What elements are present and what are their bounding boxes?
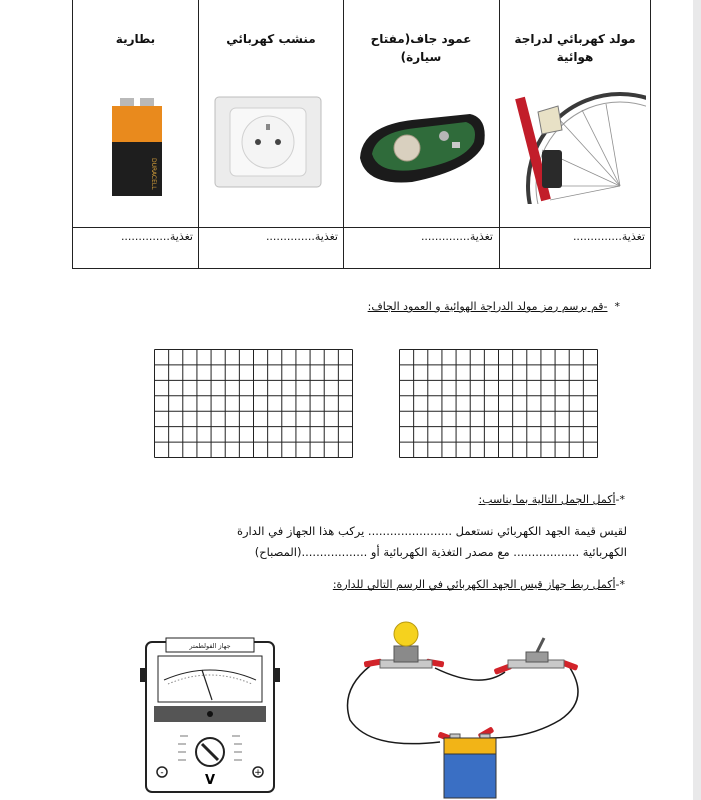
voltmeter-screw: [207, 711, 213, 717]
section3-instruction: أكمل ربط جهاز قيس الجهد الكهربائي في الرسم التالي للدارة:: [332, 578, 616, 591]
footer-label: تغذية: [621, 230, 645, 243]
section1-line: [320, 300, 620, 313]
voltmeter-unit: V: [204, 773, 216, 788]
wire-left: [348, 666, 441, 744]
footer-label: تغذية: [314, 230, 338, 243]
battery-top: [444, 738, 496, 754]
circuit-diagram: [340, 610, 590, 800]
scrollbar-track[interactable]: [693, 0, 701, 800]
section2-line2: الكهربائية .................. مع مصدر التغذية الكهربائية أو ..................(المصباح): [254, 545, 627, 559]
voltmeter-hinge: [140, 668, 146, 682]
wire-right: [490, 668, 578, 738]
section3-heading: [290, 578, 625, 591]
footer-label: تغذية: [469, 230, 493, 243]
drawing-grid-left[interactable]: [154, 349, 354, 459]
dynamo-body: [542, 150, 562, 188]
footer-cell-2: [349, 230, 493, 243]
key-component: [439, 131, 449, 141]
car-key-image: [352, 106, 492, 190]
terminal-minus-label: -: [160, 768, 164, 778]
bike-headlight: [538, 106, 562, 134]
header-socket: منشب كهربائي: [226, 32, 316, 46]
section3-bullet: *-: [615, 578, 625, 591]
footer-dots: ..............: [120, 230, 170, 243]
footer-label: تغذية: [169, 230, 193, 243]
crocodile-clips: [364, 658, 579, 742]
socket-hole: [275, 139, 281, 145]
coin-cell: [394, 135, 420, 161]
footer-dots: ..............: [572, 230, 622, 243]
voltmeter-label: جهاز الفولطمتر: [189, 642, 231, 650]
header-battery: بطارية: [115, 32, 156, 46]
section2-bullet: *-: [615, 493, 625, 506]
battery-orange-band: [112, 106, 162, 142]
voltmeter-hinge: [274, 668, 280, 682]
switch-lever: [537, 638, 544, 652]
terminal-plus-label: +: [254, 768, 262, 778]
socket-image: [214, 96, 322, 188]
table-row-divider: [73, 227, 650, 228]
battery-brand: DURACELL: [150, 158, 157, 190]
section2-heading: [420, 493, 625, 506]
section1-bullet: *: [614, 300, 620, 313]
socket-face: [242, 116, 294, 168]
section1-instruction: -قم برسم رمز مولد الدراجة الهوائية و العمود الجاف:: [367, 300, 608, 313]
header-bike-generator: مولد كهربائي لدراجة هوائية: [514, 32, 636, 64]
key-component: [452, 142, 460, 148]
footer-cell-3: [204, 230, 338, 243]
battery-image: [108, 98, 166, 198]
bulb-icon: [394, 622, 418, 646]
switch-body: [526, 652, 548, 662]
section2-instruction: أكمل الجمل التالية بما يناسب:: [478, 493, 616, 506]
socket-earth-pin: [266, 124, 270, 130]
footer-cell-1: [505, 230, 645, 243]
bike-dynamo-image: [502, 90, 646, 204]
header-dry-cell: عمود جاف(مفتاح سيارة): [370, 32, 472, 64]
footer-cell-4: [78, 230, 193, 243]
section2-line1: لقيس قيمة الجهد الكهربائي نستعمل ....................... يركب هذا الجهاز في الدارة: [236, 524, 627, 538]
bulb-socket: [394, 646, 418, 662]
battery-body: [444, 754, 496, 798]
socket-hole: [255, 139, 261, 145]
voltmeter-image: [140, 632, 280, 794]
footer-dots: ..............: [265, 230, 315, 243]
footer-dots: ..............: [420, 230, 470, 243]
drawing-grid-right[interactable]: [399, 349, 599, 459]
